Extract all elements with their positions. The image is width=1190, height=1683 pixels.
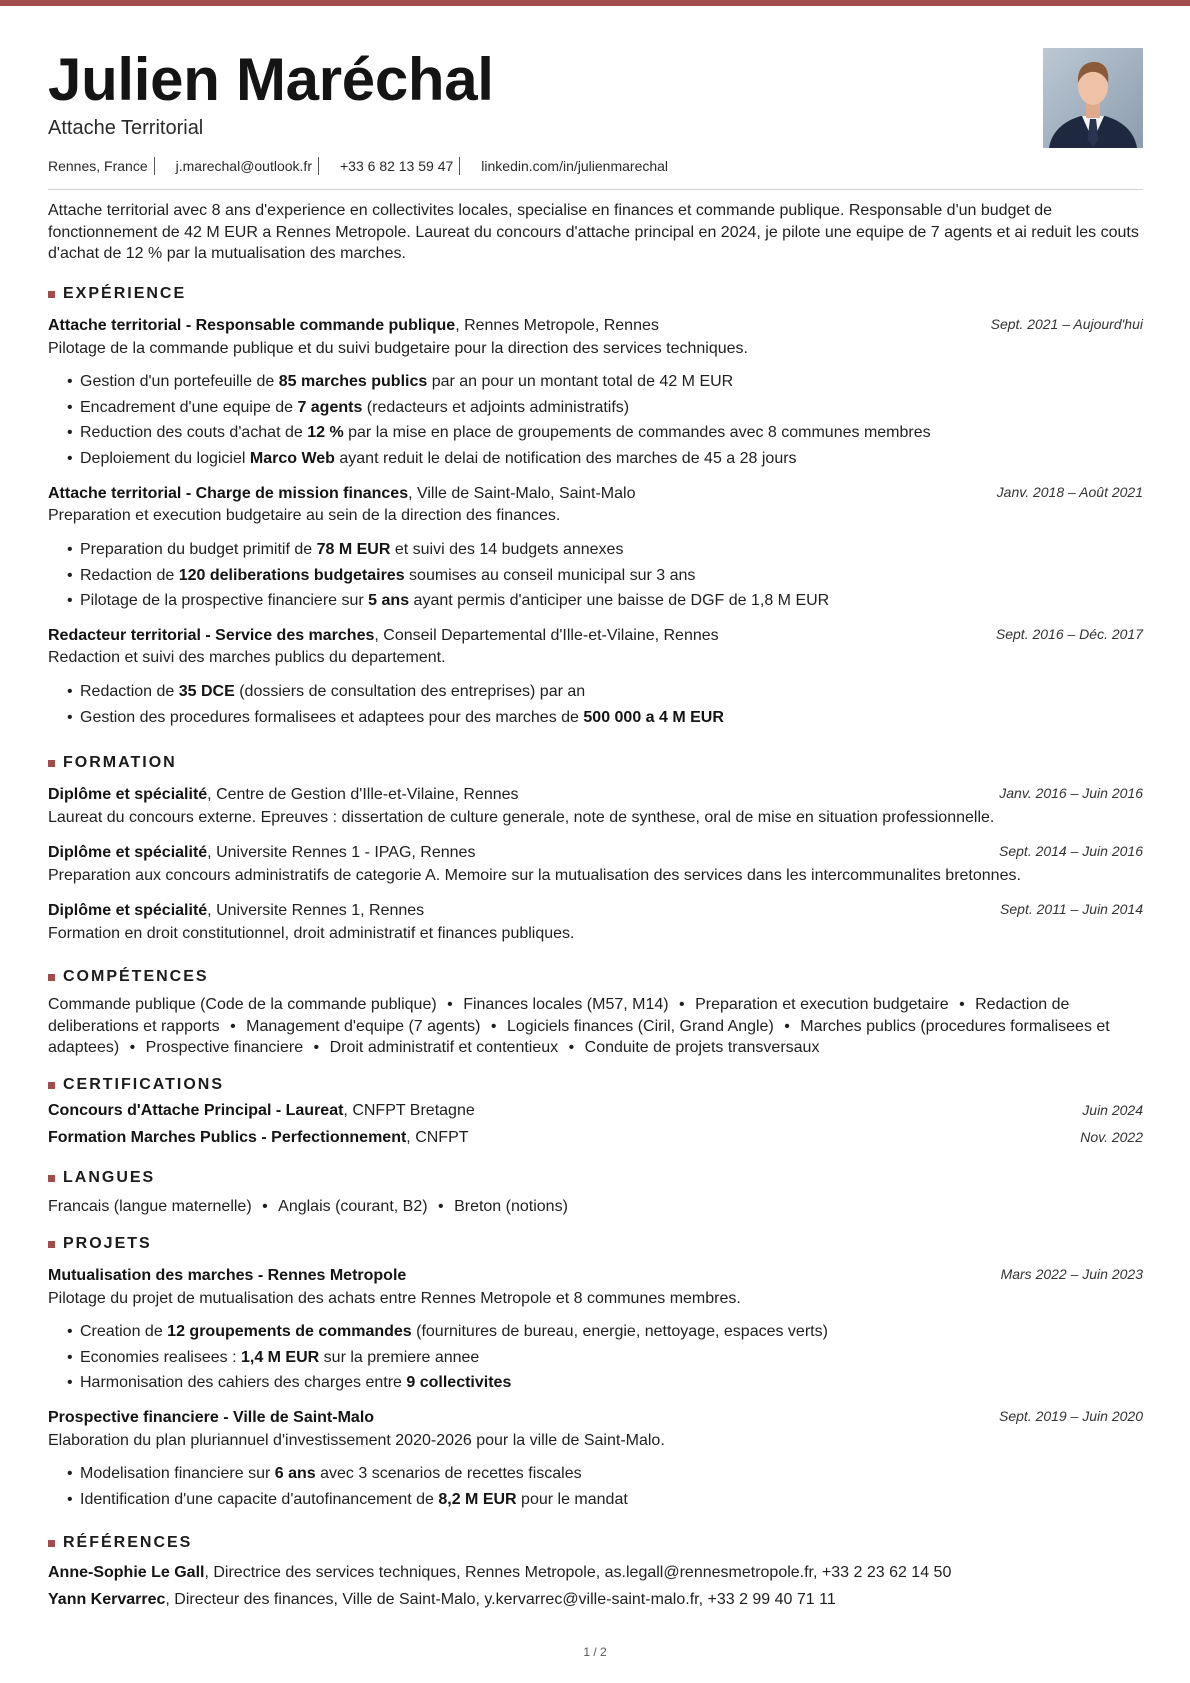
reference-name: Yann Kervarrec	[48, 1591, 166, 1608]
job-title: Attache territorial - Charge de mission finances	[48, 484, 409, 502]
achievement-text: Redaction de	[80, 682, 179, 700]
achievement-highlight: 5 ans	[368, 592, 410, 610]
school-name: , Centre de Gestion d'Ille-et-Vilaine, Rennes	[207, 786, 518, 803]
education-entry	[48, 900, 1143, 945]
achievement-text: Deploiement du logiciel	[80, 450, 250, 468]
entry-header	[48, 483, 1143, 506]
job-title: Attache territorial - Responsable commande publique	[48, 317, 456, 334]
skill-item: • Finances locales (M57, M14)	[437, 996, 669, 1013]
section-heading-label: EXPÉRIENCE	[63, 285, 187, 302]
project-title: Mutualisation des marches - Rennes Metropole	[48, 1267, 407, 1284]
job-dates: Sept. 2016 – Déc. 2017	[995, 625, 1143, 642]
reference-entry	[48, 1562, 1143, 1584]
achievement-text: et suivi des 14 budgets annexes	[390, 540, 624, 558]
language-item: • Breton (notions)	[428, 1198, 568, 1215]
section-heading-label: LANGUES	[63, 1169, 156, 1186]
education-entry	[48, 784, 1143, 829]
achievement-text: ayant permis d'anticiper une baisse de DGF de 1,8 M EUR	[409, 592, 830, 610]
achievement-highlight: 78 M EUR	[316, 540, 391, 558]
certification-title: Concours d'Attache Principal - Laureat	[48, 1102, 344, 1119]
job-employer: , Ville de Saint-Malo, Saint-Malo	[408, 485, 635, 502]
certification-entry	[48, 1100, 1143, 1122]
project-description: Elaboration du plan pluriannuel d'investissement 2020-2026 pour la ville de Saint-Malo.	[48, 1431, 665, 1449]
skill-item: Commande publique (Code de la commande publique)	[48, 996, 437, 1013]
experience-entry	[48, 625, 1143, 730]
achievement-text: par la mise en place de groupements de commandes avec 8 communes membres	[343, 424, 931, 442]
reference-details: , Directrice des services techniques, Rennes Metropole, as.legall@rennesmetropole.fr, +33 2 23 62 14 50	[204, 1564, 951, 1581]
square-bullet-icon	[48, 974, 55, 981]
skills-list	[48, 994, 1143, 1059]
result-text: Harmonisation des cahiers des charges entre	[80, 1374, 407, 1392]
education-dates: Sept. 2011 – Juin 2014	[1000, 901, 1143, 917]
project-results	[48, 1461, 1143, 1512]
achievement-highlight: 120 deliberations budgetaires	[178, 566, 405, 584]
profile-photo-icon	[1043, 48, 1143, 148]
contact-location: Rennes, France	[48, 157, 155, 175]
square-bullet-icon	[48, 1241, 55, 1248]
certification-issuer: , CNFPT Bretagne	[343, 1102, 474, 1119]
project-results	[48, 1319, 1143, 1396]
job-employer: , Conseil Departemental d'Ille-et-Vilaine, Rennes	[374, 627, 718, 644]
skill-item: • Marches publics (procedures formalisees et adaptees)	[48, 1018, 1110, 1057]
entry-header	[48, 784, 1143, 807]
achievement-highlight: 35 DCE	[178, 682, 235, 700]
contact-line	[48, 157, 668, 175]
achievement-highlight: Marco Web	[249, 450, 335, 468]
entry-header	[48, 1407, 1143, 1430]
result-text: Creation de	[80, 1323, 168, 1340]
degree-title: Diplôme et spécialité	[48, 786, 208, 803]
result-text: pour le mandat	[516, 1490, 628, 1508]
result-text: Identification d'une capacite d'autofinancement de	[80, 1490, 439, 1508]
languages-list	[48, 1196, 1143, 1218]
language-item: • Anglais (courant, B2)	[252, 1198, 428, 1215]
job-dates: Sept. 2021 – Aujourd'hui	[990, 316, 1143, 332]
page-number: 1 / 2	[583, 1645, 607, 1659]
candidate-job-title: Attache Territorial	[48, 117, 204, 139]
job-description: Preparation et execution budgetaire au sein de la direction des finances.	[48, 507, 561, 525]
experience-entry	[48, 315, 1143, 472]
achievement-text: Gestion d'un portefeuille de	[80, 373, 279, 390]
entry-header	[48, 625, 1143, 648]
result-item	[48, 1345, 1143, 1371]
contact-linkedin-link[interactable]: linkedin.com/in/julienmarechal	[481, 158, 669, 174]
achievement-item	[48, 446, 1143, 472]
project-title: Prospective financiere - Ville de Saint-Malo	[48, 1409, 375, 1427]
achievement-text: Encadrement d'une equipe de	[80, 398, 298, 416]
entry-header	[48, 1265, 1143, 1288]
achievement-item	[48, 705, 1143, 731]
job-dates: Janv. 2018 – Août 2021	[996, 483, 1143, 500]
achievement-text: Pilotage de la prospective financiere sur	[80, 592, 369, 610]
square-bullet-icon	[48, 1082, 55, 1089]
achievement-text: par an pour un montant total de 42 M EUR	[427, 373, 734, 390]
section-heading	[48, 284, 1143, 304]
achievement-text: Redaction de	[80, 566, 179, 584]
achievement-text: soumises au conseil municipal sur 3 ans	[404, 566, 696, 584]
result-item	[48, 1319, 1143, 1345]
project-entry	[48, 1407, 1143, 1512]
result-item	[48, 1461, 1143, 1487]
profile-photo	[1043, 48, 1143, 148]
education-description: Preparation aux concours administratifs de categorie A. Memoire sur la mutualisation des services dans les intercommunalites bretonnes.	[48, 866, 1021, 884]
header-divider	[48, 189, 1143, 190]
result-highlight: 9 collectivites	[406, 1374, 512, 1392]
degree-title: Diplôme et spécialité	[48, 902, 208, 919]
achievement-highlight: 12 %	[307, 424, 344, 442]
skill-item: • Droit administratif et contentieux	[303, 1039, 558, 1056]
education-description: Laureat du concours externe. Epreuves : dissertation de culture generale, note de synthese, oral de mise en situation professionnelle.	[48, 808, 995, 826]
project-dates: Mars 2022 – Juin 2023	[1000, 1266, 1143, 1282]
education-entry	[48, 842, 1143, 887]
result-highlight: 1,4 M EUR	[240, 1348, 320, 1366]
square-bullet-icon	[48, 291, 55, 298]
section-heading	[48, 967, 1143, 987]
section-heading	[48, 1234, 1143, 1254]
section-heading-label: PROJETS	[63, 1235, 152, 1252]
achievement-item	[48, 563, 1143, 589]
skill-item: • Prospective financiere	[119, 1039, 303, 1056]
skills-section	[48, 967, 1143, 1059]
contact-phone: +33 6 82 13 59 47	[340, 157, 460, 175]
certification-issuer: , CNFPT	[406, 1129, 468, 1146]
achievement-text: (dossiers de consultation des entreprises) par an	[234, 682, 586, 700]
achievement-text: Preparation du budget primitif de	[80, 540, 317, 558]
section-heading	[48, 1533, 1143, 1553]
certification-date: Juin 2024	[1082, 1102, 1143, 1118]
skill-item: • Conduite de projets transversaux	[558, 1039, 819, 1056]
result-text: avec 3 scenarios de recettes fiscales	[315, 1465, 582, 1483]
job-achievements	[48, 369, 1143, 472]
languages-section	[48, 1168, 1143, 1218]
achievement-item	[48, 537, 1143, 563]
references-section	[48, 1533, 1143, 1611]
skill-item: • Management d'equipe (7 agents)	[220, 1018, 481, 1035]
job-title: Redacteur territorial - Service des marches	[48, 626, 375, 644]
achievement-text: (redacteurs et adjoints administratifs)	[362, 398, 630, 416]
result-item	[48, 1487, 1143, 1513]
section-heading-label: FORMATION	[63, 754, 177, 771]
section-heading-label: RÉFÉRENCES	[63, 1534, 193, 1551]
certification-date: Nov. 2022	[1080, 1129, 1143, 1145]
section-heading	[48, 753, 1143, 773]
reference-name: Anne-Sophie Le Gall	[48, 1564, 205, 1581]
job-achievements	[48, 537, 1143, 614]
project-entry	[48, 1265, 1143, 1396]
experience-entry	[48, 483, 1143, 614]
contact-email-link[interactable]: j.marechal@outlook.fr	[176, 157, 319, 175]
result-highlight: 12 groupements de commandes	[167, 1323, 412, 1340]
certification-entry	[48, 1127, 1143, 1149]
project-dates: Sept. 2019 – Juin 2020	[998, 1408, 1143, 1425]
education-section	[48, 753, 1143, 945]
section-heading	[48, 1075, 1143, 1095]
achievement-highlight: 85 marches publics	[278, 373, 428, 390]
projects-section	[48, 1234, 1143, 1513]
achievement-item	[48, 395, 1143, 421]
result-item	[48, 1370, 1143, 1396]
education-dates: Janv. 2016 – Juin 2016	[999, 785, 1143, 801]
job-achievements	[48, 679, 1143, 730]
job-description: Redaction et suivi des marches publics du departement.	[48, 649, 446, 667]
reference-entry	[48, 1589, 1143, 1611]
square-bullet-icon	[48, 1540, 55, 1547]
project-description: Pilotage du projet de mutualisation des achats entre Rennes Metropole et 8 communes membres.	[48, 1289, 741, 1307]
certifications-section	[48, 1075, 1143, 1149]
entry-header	[48, 842, 1143, 865]
school-name: , Universite Rennes 1, Rennes	[207, 902, 424, 919]
section-heading-label: COMPÉTENCES	[63, 968, 209, 985]
achievement-highlight: 7 agents	[297, 398, 363, 416]
job-description: Pilotage de la commande publique et du suivi budgetaire pour la direction des services techniques.	[48, 339, 748, 357]
square-bullet-icon	[48, 1175, 55, 1182]
achievement-text: ayant reduit le delai de notification des marches de 45 a 28 jours	[334, 450, 797, 468]
achievement-item	[48, 369, 1143, 395]
reference-details: , Directeur des finances, Ville de Saint-Malo, y.kervarrec@ville-saint-malo.fr, +33 2 99 40 71 11	[165, 1591, 835, 1608]
achievement-text: Gestion des procedures formalisees et adaptees pour des marches de	[80, 708, 584, 726]
skill-item: • Preparation et execution budgetaire	[669, 996, 949, 1013]
result-highlight: 6 ans	[274, 1465, 316, 1483]
accent-top-bar	[0, 0, 1190, 6]
entry-header	[48, 315, 1143, 338]
achievement-text: Reduction des couts d'achat de	[80, 424, 308, 442]
certification-title: Formation Marches Publics - Perfectionnement	[48, 1129, 407, 1146]
school-name: , Universite Rennes 1 - IPAG, Rennes	[207, 844, 475, 861]
achievement-item	[48, 588, 1143, 614]
language-item: Francais (langue maternelle)	[48, 1198, 252, 1215]
section-heading-label: CERTIFICATIONS	[63, 1076, 225, 1093]
candidate-name: Julien Maréchal	[48, 46, 494, 113]
education-description: Formation en droit constitutionnel, droit administratif et finances publiques.	[48, 924, 575, 942]
section-heading	[48, 1168, 1143, 1188]
entry-header	[48, 900, 1143, 923]
skill-item: • Redaction de deliberations et rapports	[48, 996, 1069, 1035]
achievement-item	[48, 420, 1143, 446]
achievement-highlight: 500 000 a 4 M EUR	[583, 708, 724, 726]
result-text: Modelisation financiere sur	[80, 1465, 275, 1483]
square-bullet-icon	[48, 760, 55, 767]
result-text: sur la premiere annee	[319, 1348, 480, 1366]
result-text: Economies realisees :	[80, 1348, 241, 1366]
achievement-item	[48, 679, 1143, 705]
result-text: (fournitures de bureau, energie, nettoyage, espaces verts)	[411, 1323, 828, 1340]
skill-item: • Logiciels finances (Ciril, Grand Angle)	[480, 1018, 773, 1035]
job-employer: , Rennes Metropole, Rennes	[455, 317, 659, 334]
degree-title: Diplôme et spécialité	[48, 844, 208, 861]
result-highlight: 8,2 M EUR	[438, 1490, 517, 1508]
profile-summary: Attache territorial avec 8 ans d'experience en collectivites locales, specialise en finances et commande publique. Responsable d'un budget de fonctionnement de 42 M EUR a Rennes Metropole. Laureat du concours d'attache principal en 2024, je pilote une equipe de 7 agents et ai reduit les couts d'achat de 12 % par la mutualisation des marches.	[48, 202, 1139, 262]
experience-section	[48, 284, 1143, 730]
education-dates: Sept. 2014 – Juin 2016	[998, 843, 1143, 859]
